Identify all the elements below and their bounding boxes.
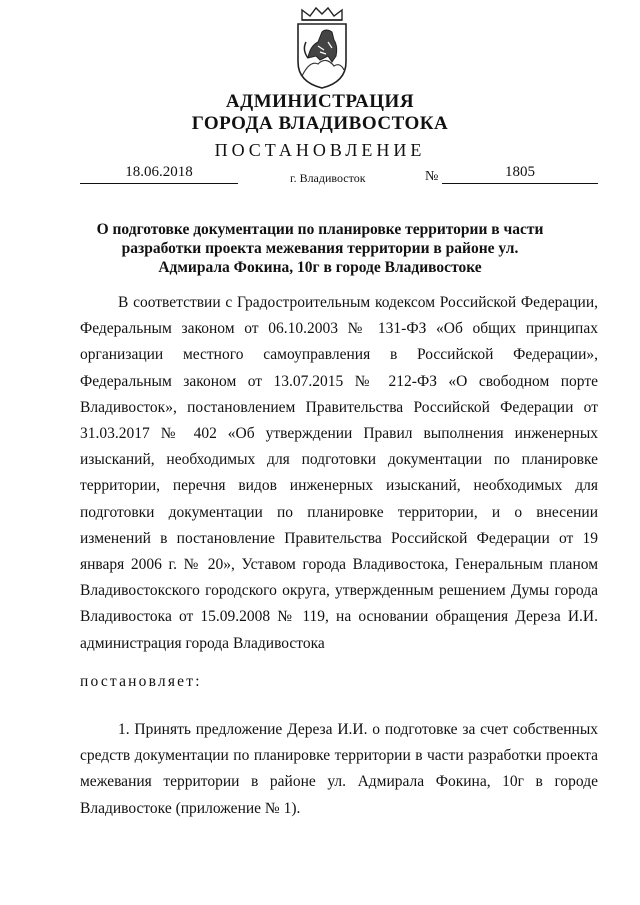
body-paragraph-preamble: В соответствии с Градостроительным кодексом Российской Федерации, Федеральным законом от 06.10.2003 № 131-ФЗ «Об общих принципах организации местного самоуправления в Российской Федерации», Федеральным законом от 13.07.2015 № 212-ФЗ «О свободном порте Владивосток», постановлением Правительства Российской Федерации от 31.03.2017 № 402 «Об утверждении Правил выполнения инженерных изысканий, необходимых для подготовки документации по планировке территории, перечня видов инженерных изысканий, необходимых для подготовки документации по планировке территории, и о внесении изменений в постановление Правительства Российской Федерации от 19 января 2006 г. № 20», Уставом города Владивостока, Генеральным планом Владивостокского городского округа, утвержденным решением Думы города Владивостока от 15.09.2008 № 119, на основании обращения Дереза И.И. администрация города Владивостока bbox=[80, 294, 598, 652]
resolves-heading: постановляет: bbox=[80, 673, 202, 690]
coat-of-arms-icon bbox=[288, 6, 356, 90]
document-title: О подготовке документации по планировке территории в части разработки проекта межевания территории в районе ул. Адмирала Фокина, 10г в городе Владивостоке bbox=[96, 221, 544, 276]
document-date: 18.06.2018 bbox=[80, 164, 238, 184]
number-sign: № bbox=[425, 169, 439, 184]
document-type: ПОСТАНОВЛЕНИЕ bbox=[214, 140, 426, 160]
document-number: 1805 bbox=[442, 164, 598, 184]
organization-name-line2: ГОРОДА ВЛАДИВОСТОКА bbox=[191, 113, 449, 134]
document-city: г. Владивосток bbox=[290, 171, 366, 185]
body-paragraph-item-1: 1. Принять предложение Дереза И.И. о подготовке за счет собственных средств документации по планировке территории в части разработки проекта межевания территории в районе ул. Адмирала Фокина, 10г в городе Владивостоке (приложение № 1). bbox=[80, 721, 598, 817]
organization-name-line1: АДМИНИСТРАЦИЯ bbox=[225, 91, 415, 112]
